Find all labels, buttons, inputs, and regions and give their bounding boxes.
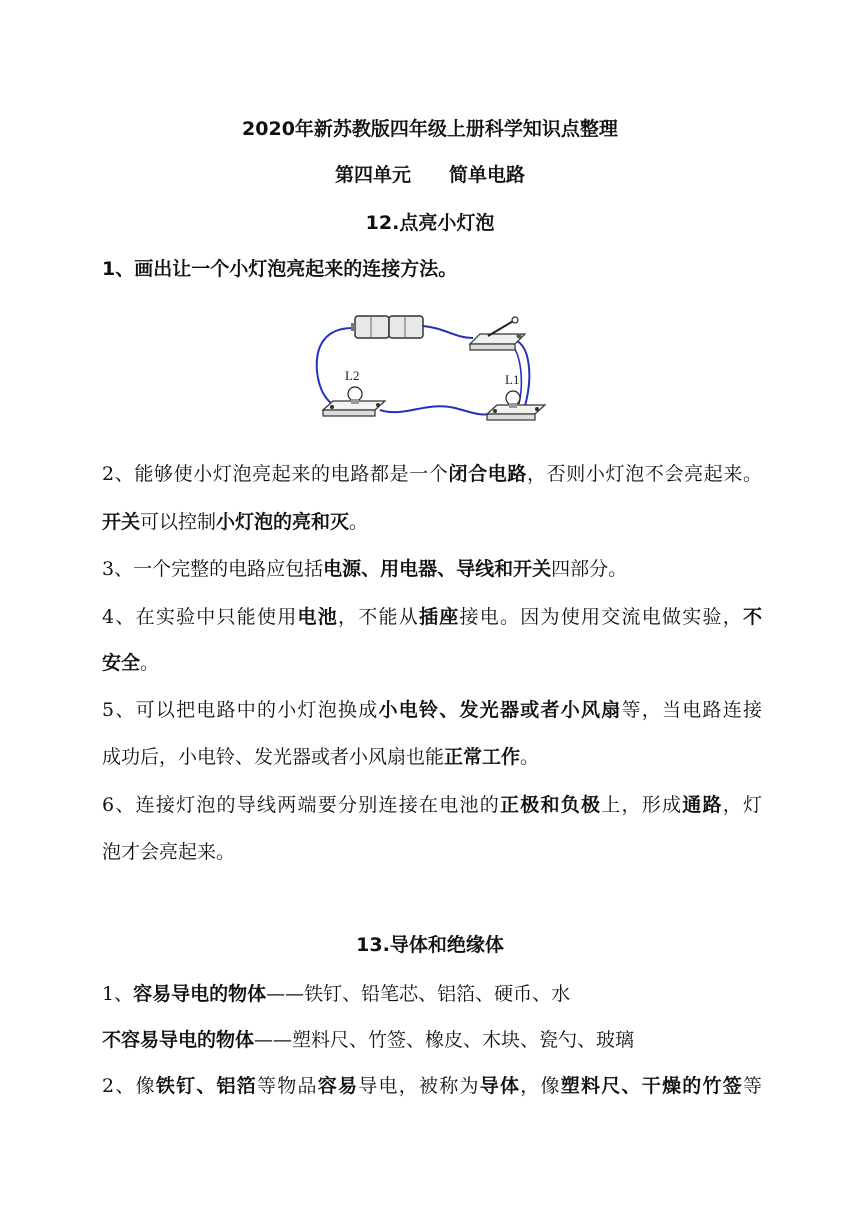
p4-bold-socket: 插座 bbox=[419, 606, 460, 628]
question-1 bbox=[102, 256, 762, 282]
p5-text-a: 5、可以把电路中的小灯泡换成 bbox=[102, 699, 379, 721]
p3-text-a: 3、一个完整的电路应包括 bbox=[102, 558, 324, 580]
p4-text-e: 接电。因为使用交流电做实验， bbox=[459, 606, 743, 628]
lesson-13-paragraph-1 bbox=[102, 981, 762, 1007]
p4-text-c: ，不能从 bbox=[338, 606, 420, 628]
l13p2-bold-d: 容易 bbox=[317, 1075, 359, 1097]
paragraph-2 bbox=[102, 461, 762, 487]
p5b-period: 。 bbox=[520, 746, 540, 768]
p3-bold-components: 电源、用电器、导线和开关 bbox=[323, 558, 552, 580]
p2-text-c: ，否则小灯泡不会亮起来。 bbox=[527, 463, 762, 485]
paragraph-6-line-2 bbox=[102, 839, 762, 865]
p6-bold-path: 通路 bbox=[682, 794, 723, 816]
p2b-bold-on-off: 小灯泡的亮和灭 bbox=[216, 511, 350, 533]
p3-text-c: 四部分。 bbox=[551, 558, 628, 580]
l13p1b-bold-insulators: 不容易导电的物体 bbox=[102, 1029, 255, 1051]
p5-bold-devices: 小电铃、发光器或者小风扇 bbox=[378, 699, 622, 721]
l13p1-number: 1、 bbox=[102, 983, 134, 1005]
bulb-l1-icon bbox=[487, 391, 545, 420]
l13p2-bold-f: 导体 bbox=[479, 1075, 521, 1097]
p5b-text-a: 成功后，小电铃、发光器或者小风扇也能 bbox=[102, 746, 445, 768]
p2b-period: 。 bbox=[349, 511, 369, 533]
l13p2-e: 导电，被称为 bbox=[358, 1075, 480, 1097]
unit-title: 第四单元 简单电路 bbox=[334, 164, 525, 186]
p5b-bold-normal-work: 正常工作 bbox=[444, 746, 521, 768]
lesson-13-paragraph-2 bbox=[102, 1073, 762, 1099]
l13p2-bold-h: 塑料尺、干燥的竹签 bbox=[560, 1075, 743, 1097]
p6b-text: 泡才会亮起来。 bbox=[102, 841, 236, 863]
label-l2: L2 bbox=[345, 368, 360, 383]
wire-bottom bbox=[380, 406, 490, 414]
l13p2-g: ，像 bbox=[520, 1075, 561, 1097]
p4-bold-not: 不 bbox=[742, 606, 762, 628]
p4b-bold-safe: 安全 bbox=[102, 652, 141, 674]
bulb-l2-icon bbox=[323, 387, 385, 416]
paragraph-4 bbox=[102, 604, 762, 630]
paragraph-5 bbox=[102, 697, 762, 723]
wire-top-right bbox=[423, 326, 473, 338]
l13p1-list: ——铁钉、铅笔芯、铝箔、硬币、水 bbox=[266, 983, 571, 1005]
paragraph-2-line-2 bbox=[102, 509, 762, 535]
lesson-12-title: 12.点亮小灯泡 bbox=[365, 212, 495, 234]
paragraph-5-line-2 bbox=[102, 744, 762, 770]
switch-icon bbox=[470, 317, 525, 350]
document-title: 2020年新苏教版四年级上册科学知识点整理 bbox=[242, 118, 618, 140]
label-l1: L1 bbox=[505, 372, 520, 387]
l13p2-i: 等 bbox=[742, 1075, 762, 1097]
l13p1b-list: ——塑料尺、竹签、橡皮、木块、瓷勺、玻璃 bbox=[254, 1029, 635, 1051]
lesson-13-paragraph-1-line-2 bbox=[102, 1027, 762, 1053]
p2b-text: 可以控制 bbox=[140, 511, 217, 533]
p4b-period: 。 bbox=[140, 652, 160, 674]
l13p2-c: 等物品 bbox=[257, 1075, 318, 1097]
paragraph-4-line-2 bbox=[102, 650, 762, 676]
question-1-text: 1、画出让一个小灯泡亮起来的连接方法。 bbox=[102, 258, 458, 280]
p6-text-a: 6、连接灯泡的导线两端要分别连接在电池的 bbox=[102, 794, 500, 816]
p6-bold-poles: 正极和负极 bbox=[500, 794, 602, 816]
p2-bold-closed-circuit: 闭合电路 bbox=[448, 463, 528, 485]
l13p1-bold-conductors: 容易导电的物体 bbox=[133, 983, 267, 1005]
lesson-13-title: 13.导体和绝缘体 bbox=[356, 934, 504, 956]
p2b-bold-switch: 开关 bbox=[102, 511, 141, 533]
p4-text-a: 4、在实验中只能使用 bbox=[102, 606, 298, 628]
circuit-diagram bbox=[305, 306, 550, 432]
p6-text-c: 上，形成 bbox=[601, 794, 683, 816]
p6-text-e: ，灯 bbox=[722, 794, 762, 816]
l13p2-a: 2、像 bbox=[102, 1075, 156, 1097]
paragraph-3 bbox=[102, 556, 762, 582]
p5-text-c: 等，当电路连接 bbox=[621, 699, 762, 721]
p4-bold-battery: 电池 bbox=[297, 606, 339, 628]
p2-text-a: 2、能够使小灯泡亮起来的电路都是一个 bbox=[102, 463, 449, 485]
paragraph-6 bbox=[102, 792, 762, 818]
battery-icon bbox=[351, 316, 423, 338]
l13p2-bold-b: 铁钉、铝箔 bbox=[155, 1075, 258, 1097]
